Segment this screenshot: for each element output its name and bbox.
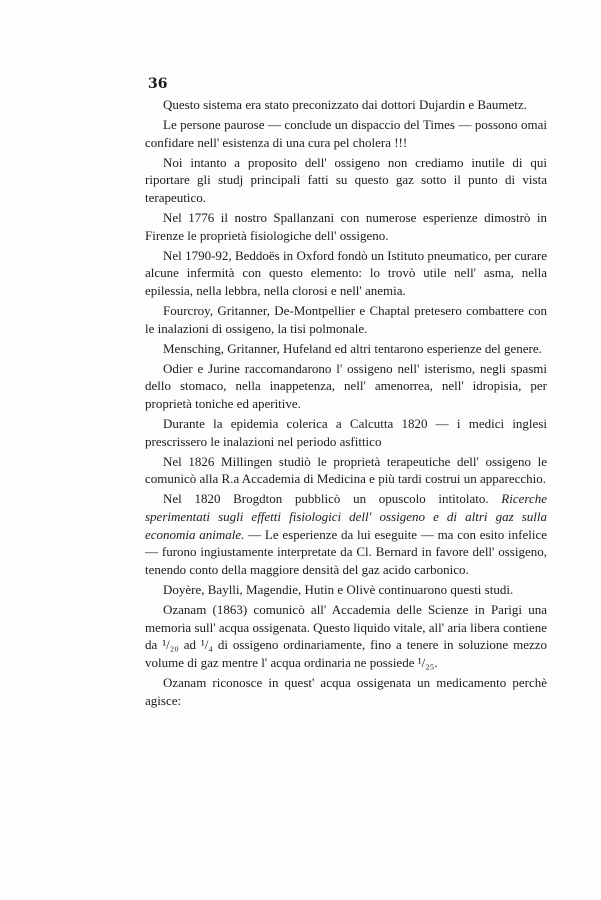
book-title: Ricerche sperimentati sugli effetti fisiologici dell' ossigeno e di altri gaz sulla economia animale.	[145, 491, 547, 542]
paragraph-13	[145, 601, 547, 671]
paragraph-6: Fourcroy, Gritanner, De-Montpellier e Chaptal pretesero combattere con le inalazioni di ossigeno, la tisi polmonale.	[145, 303, 547, 336]
paragraph-11	[145, 490, 547, 578]
paragraph-8: Odier e Jurine raccomandarono l' ossigeno nell' isterismo, negli spasmi dello stomaco, nella inappetenza, nell' amenorrea, nell' idropisia, per proprietà toniche ed aperitive.	[145, 360, 547, 411]
paragraph-3: Noi intanto a proposito dell' ossigeno non crediamo inutile di qui riportare gli studj principali fatti su questo gaz sotto il punto di vista terapeutico.	[145, 154, 547, 205]
paragraph-4: Nel 1776 il nostro Spallanzani con numerose esperienze dimostrò in Firenze le proprietà fisiologiche dell' ossigeno.	[145, 210, 547, 243]
paragraph-13-lead: Ozanam (1863) comunicò all' Accademia delle Scienze in Parigi una memoria sull' acqua ossigenata. Questo liquido vitale, all' aria libera contiene da	[145, 602, 547, 653]
fraction-one-quarter: ¹/₄	[200, 637, 213, 653]
fraction-one-twentieth: ¹/₂₀	[162, 637, 179, 653]
paragraph-11-rest: — Le esperienze da lui eseguite — ma con esito infelice — furono ingiustamente interpretate da Cl. Bernard in favore dell' ossigeno, tenendo conto della maggiore densità del gaz acido carbonico.	[145, 526, 547, 577]
paragraph-13-mid2: di ossigeno ordinariamente, fino a tenere in soluzione mezzo volume di gaz mentre l' acqua ordinaria ne possiede	[145, 637, 548, 670]
paragraph-2: Le persone paurose — conclude un dispaccio del Times — possono omai confidare nell' esistenza di una cura pel cholera !!!	[145, 117, 547, 150]
body-text	[145, 96, 547, 712]
paragraph-14: Ozanam riconosce in quest' acqua ossigenata un medicamento perchè agisce:	[145, 674, 547, 708]
paragraph-1: Questo sistema era stato preconizzato dai dottori Dujardin e Baumetz.	[163, 97, 527, 112]
paragraph-9: Durante la epidemia colerica a Calcutta 1820 — i medici inglesi prescrissero le inalazioni nel periodo asfittico	[145, 416, 547, 449]
paragraph-7: Mensching, Gritanner, Hufeland ed altri tentarono esperienze del genere.	[163, 340, 542, 356]
paragraph-10: Nel 1826 Millingen studiò le proprietà terapeutiche dell' ossigeno le comunicò alla R.a Accademia di Medicina e più tardi costrui un apparecchio.	[145, 453, 547, 487]
paragraph-13-mid: ad	[183, 637, 196, 653]
fraction-one-twentyfifth: ¹/₂₅.	[417, 654, 438, 670]
paragraph-5: Nel 1790-92, Beddoës in Oxford fondò un Istituto pneumatico, per curare alcune infermità con questo elemento: lo trovò utile nell' asma, nella epilessia, nella lebbra, nella clorosi e nell' anemia.	[145, 247, 547, 298]
page-number: 36	[148, 76, 168, 92]
paragraph-12: Doyère, Baylli, Magendie, Hutin e Olivè continuarono questi studi.	[163, 581, 514, 597]
paragraph-11-lead: Nel 1820 Brogdton pubblicò un opuscolo intitolato.	[163, 491, 489, 507]
